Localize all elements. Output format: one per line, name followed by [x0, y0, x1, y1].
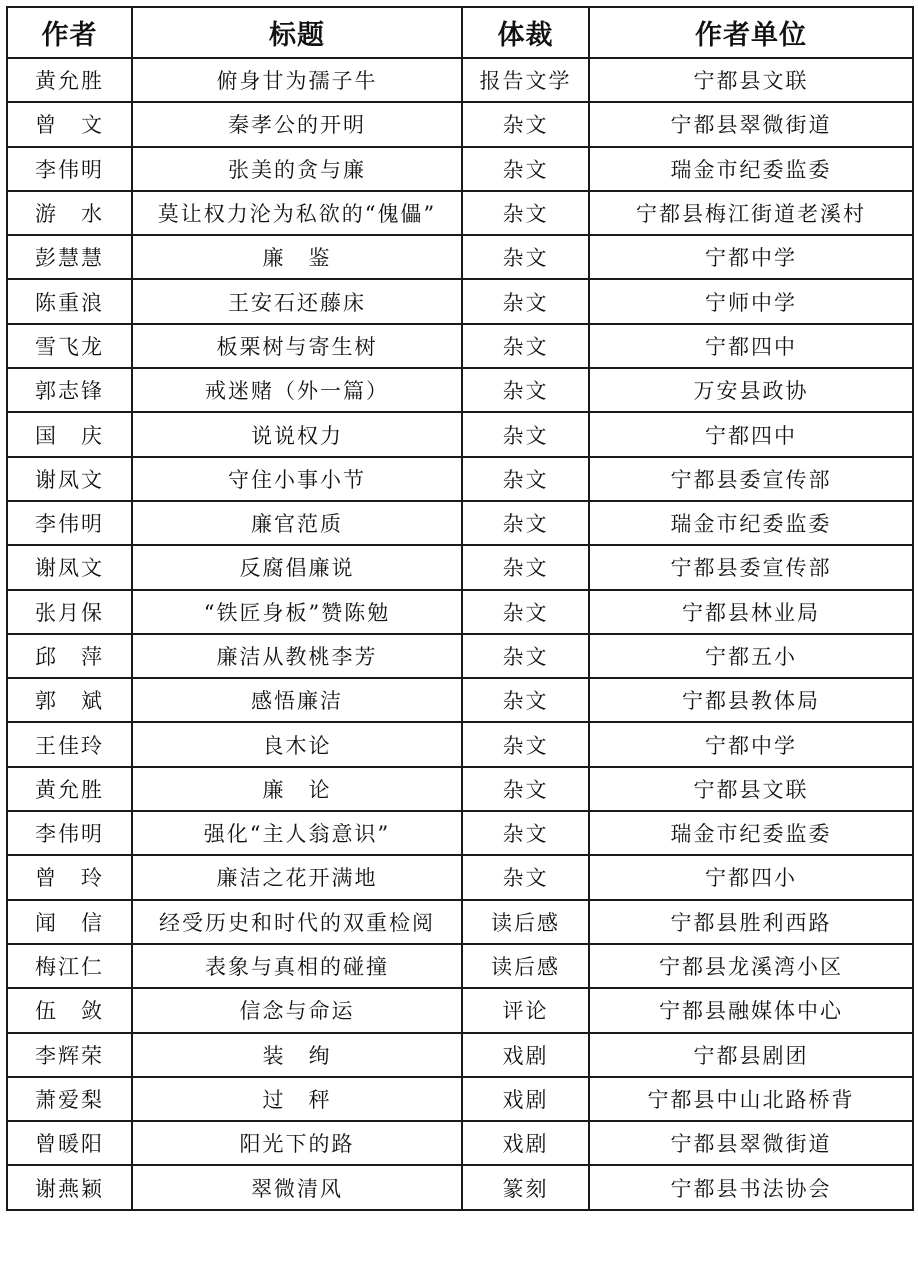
cell-title: 莫让权力沦为私欲的“傀儡”: [132, 191, 462, 235]
cell-unit: 瑞金市纪委监委: [589, 501, 913, 545]
cell-unit: 宁都县文联: [589, 767, 913, 811]
header-genre: 体裁: [462, 7, 589, 58]
table-row: [7, 279, 913, 323]
cell-unit: 万安县政协: [589, 368, 913, 412]
cell-genre: 杂文: [462, 590, 589, 634]
works-table: [6, 6, 914, 1211]
cell-author: 萧爱梨: [7, 1077, 132, 1121]
cell-author: 邱 萍: [7, 634, 132, 678]
cell-title: 王安石还藤床: [132, 279, 462, 323]
cell-title: 装 绚: [132, 1033, 462, 1077]
cell-genre: 杂文: [462, 855, 589, 899]
cell-unit: 宁师中学: [589, 279, 913, 323]
cell-author: 闻 信: [7, 900, 132, 944]
cell-title: 表象与真相的碰撞: [132, 944, 462, 988]
table-row: [7, 811, 913, 855]
cell-author: 谢燕颖: [7, 1165, 132, 1209]
cell-title: 感悟廉洁: [132, 678, 462, 722]
cell-title: 经受历史和时代的双重检阅: [132, 900, 462, 944]
cell-genre: 杂文: [462, 811, 589, 855]
table-row: [7, 634, 913, 678]
cell-title: 翠微清风: [132, 1165, 462, 1209]
cell-genre: 杂文: [462, 324, 589, 368]
cell-genre: 杂文: [462, 767, 589, 811]
cell-title: 廉洁之花开满地: [132, 855, 462, 899]
cell-unit: 瑞金市纪委监委: [589, 811, 913, 855]
cell-unit: 宁都县翠微街道: [589, 102, 913, 146]
table-row: [7, 147, 913, 191]
cell-genre: 杂文: [462, 501, 589, 545]
cell-unit: 宁都县中山北路桥背: [589, 1077, 913, 1121]
table-row: [7, 944, 913, 988]
cell-title: 过 秤: [132, 1077, 462, 1121]
cell-title: 秦孝公的开明: [132, 102, 462, 146]
cell-author: 雪飞龙: [7, 324, 132, 368]
cell-title: 说说权力: [132, 412, 462, 456]
cell-genre: 戏剧: [462, 1121, 589, 1165]
cell-genre: 杂文: [462, 191, 589, 235]
cell-title: 阳光下的路: [132, 1121, 462, 1165]
cell-author: 谢凤文: [7, 545, 132, 589]
cell-unit: 宁都中学: [589, 235, 913, 279]
cell-author: 郭 斌: [7, 678, 132, 722]
table-row: [7, 102, 913, 146]
cell-unit: 宁都县委宣传部: [589, 545, 913, 589]
cell-author: 李伟明: [7, 501, 132, 545]
cell-title: 反腐倡廉说: [132, 545, 462, 589]
table-row: [7, 900, 913, 944]
cell-unit: 宁都县林业局: [589, 590, 913, 634]
cell-author: 曾暖阳: [7, 1121, 132, 1165]
cell-title: 板栗树与寄生树: [132, 324, 462, 368]
cell-unit: 宁都四中: [589, 412, 913, 456]
table-row: [7, 457, 913, 501]
cell-title: 戒迷赌（外一篇）: [132, 368, 462, 412]
table-row: [7, 590, 913, 634]
cell-author: 黄允胜: [7, 767, 132, 811]
cell-title: 良木论: [132, 722, 462, 766]
table-row: [7, 1033, 913, 1077]
cell-genre: 杂文: [462, 368, 589, 412]
cell-title: 信念与命运: [132, 988, 462, 1032]
cell-unit: 宁都五小: [589, 634, 913, 678]
table-header-row: [7, 7, 913, 58]
cell-unit: 宁都县龙溪湾小区: [589, 944, 913, 988]
table-row: [7, 722, 913, 766]
cell-genre: 读后感: [462, 944, 589, 988]
cell-author: 彭慧慧: [7, 235, 132, 279]
table-row: [7, 368, 913, 412]
table-row: [7, 324, 913, 368]
cell-genre: 读后感: [462, 900, 589, 944]
cell-author: 谢凤文: [7, 457, 132, 501]
cell-unit: 宁都四小: [589, 855, 913, 899]
cell-genre: 杂文: [462, 279, 589, 323]
table-row: [7, 1165, 913, 1209]
cell-genre: 戏剧: [462, 1033, 589, 1077]
cell-unit: 宁都县胜利西路: [589, 900, 913, 944]
cell-author: 梅江仁: [7, 944, 132, 988]
cell-author: 李辉荣: [7, 1033, 132, 1077]
table-row: [7, 767, 913, 811]
cell-author: 张月保: [7, 590, 132, 634]
table-row: [7, 412, 913, 456]
table-row: [7, 545, 913, 589]
table-row: [7, 58, 913, 102]
cell-unit: 宁都县教体局: [589, 678, 913, 722]
table-row: [7, 235, 913, 279]
cell-unit: 宁都县翠微街道: [589, 1121, 913, 1165]
cell-unit: 宁都县书法协会: [589, 1165, 913, 1209]
cell-title: 廉官范质: [132, 501, 462, 545]
table-row: [7, 678, 913, 722]
table-body: [7, 58, 913, 1210]
table-row: [7, 1121, 913, 1165]
cell-genre: 戏剧: [462, 1077, 589, 1121]
table-row: [7, 988, 913, 1032]
cell-title: 张美的贪与廉: [132, 147, 462, 191]
cell-author: 游 水: [7, 191, 132, 235]
cell-unit: 瑞金市纪委监委: [589, 147, 913, 191]
cell-author: 黄允胜: [7, 58, 132, 102]
cell-title: 强化“主人翁意识”: [132, 811, 462, 855]
cell-title: 俯身甘为孺子牛: [132, 58, 462, 102]
cell-unit: 宁都县委宣传部: [589, 457, 913, 501]
cell-unit: 宁都县剧团: [589, 1033, 913, 1077]
cell-genre: 杂文: [462, 545, 589, 589]
cell-title: “铁匠身板”赞陈勉: [132, 590, 462, 634]
cell-genre: 杂文: [462, 722, 589, 766]
cell-genre: 杂文: [462, 235, 589, 279]
cell-author: 曾 玲: [7, 855, 132, 899]
cell-author: 曾 文: [7, 102, 132, 146]
cell-unit: 宁都县融媒体中心: [589, 988, 913, 1032]
cell-genre: 杂文: [462, 102, 589, 146]
cell-title: 廉 论: [132, 767, 462, 811]
cell-genre: 杂文: [462, 412, 589, 456]
table-row: [7, 855, 913, 899]
cell-author: 陈重浪: [7, 279, 132, 323]
cell-unit: 宁都县文联: [589, 58, 913, 102]
cell-genre: 杂文: [462, 457, 589, 501]
table-row: [7, 1077, 913, 1121]
cell-author: 伍 敛: [7, 988, 132, 1032]
header-title: 标题: [132, 7, 462, 58]
cell-author: 郭志锋: [7, 368, 132, 412]
header-unit: 作者单位: [589, 7, 913, 58]
cell-genre: 杂文: [462, 678, 589, 722]
cell-author: 李伟明: [7, 811, 132, 855]
table-row: [7, 501, 913, 545]
table-row: [7, 191, 913, 235]
header-author: 作者: [7, 7, 132, 58]
cell-title: 廉 鉴: [132, 235, 462, 279]
cell-author: 国 庆: [7, 412, 132, 456]
cell-genre: 评论: [462, 988, 589, 1032]
cell-genre: 篆刻: [462, 1165, 589, 1209]
cell-genre: 报告文学: [462, 58, 589, 102]
cell-unit: 宁都中学: [589, 722, 913, 766]
cell-unit: 宁都四中: [589, 324, 913, 368]
cell-author: 李伟明: [7, 147, 132, 191]
cell-title: 守住小事小节: [132, 457, 462, 501]
cell-genre: 杂文: [462, 634, 589, 678]
cell-author: 王佳玲: [7, 722, 132, 766]
cell-unit: 宁都县梅江街道老溪村: [589, 191, 913, 235]
cell-genre: 杂文: [462, 147, 589, 191]
cell-title: 廉洁从教桃李芳: [132, 634, 462, 678]
